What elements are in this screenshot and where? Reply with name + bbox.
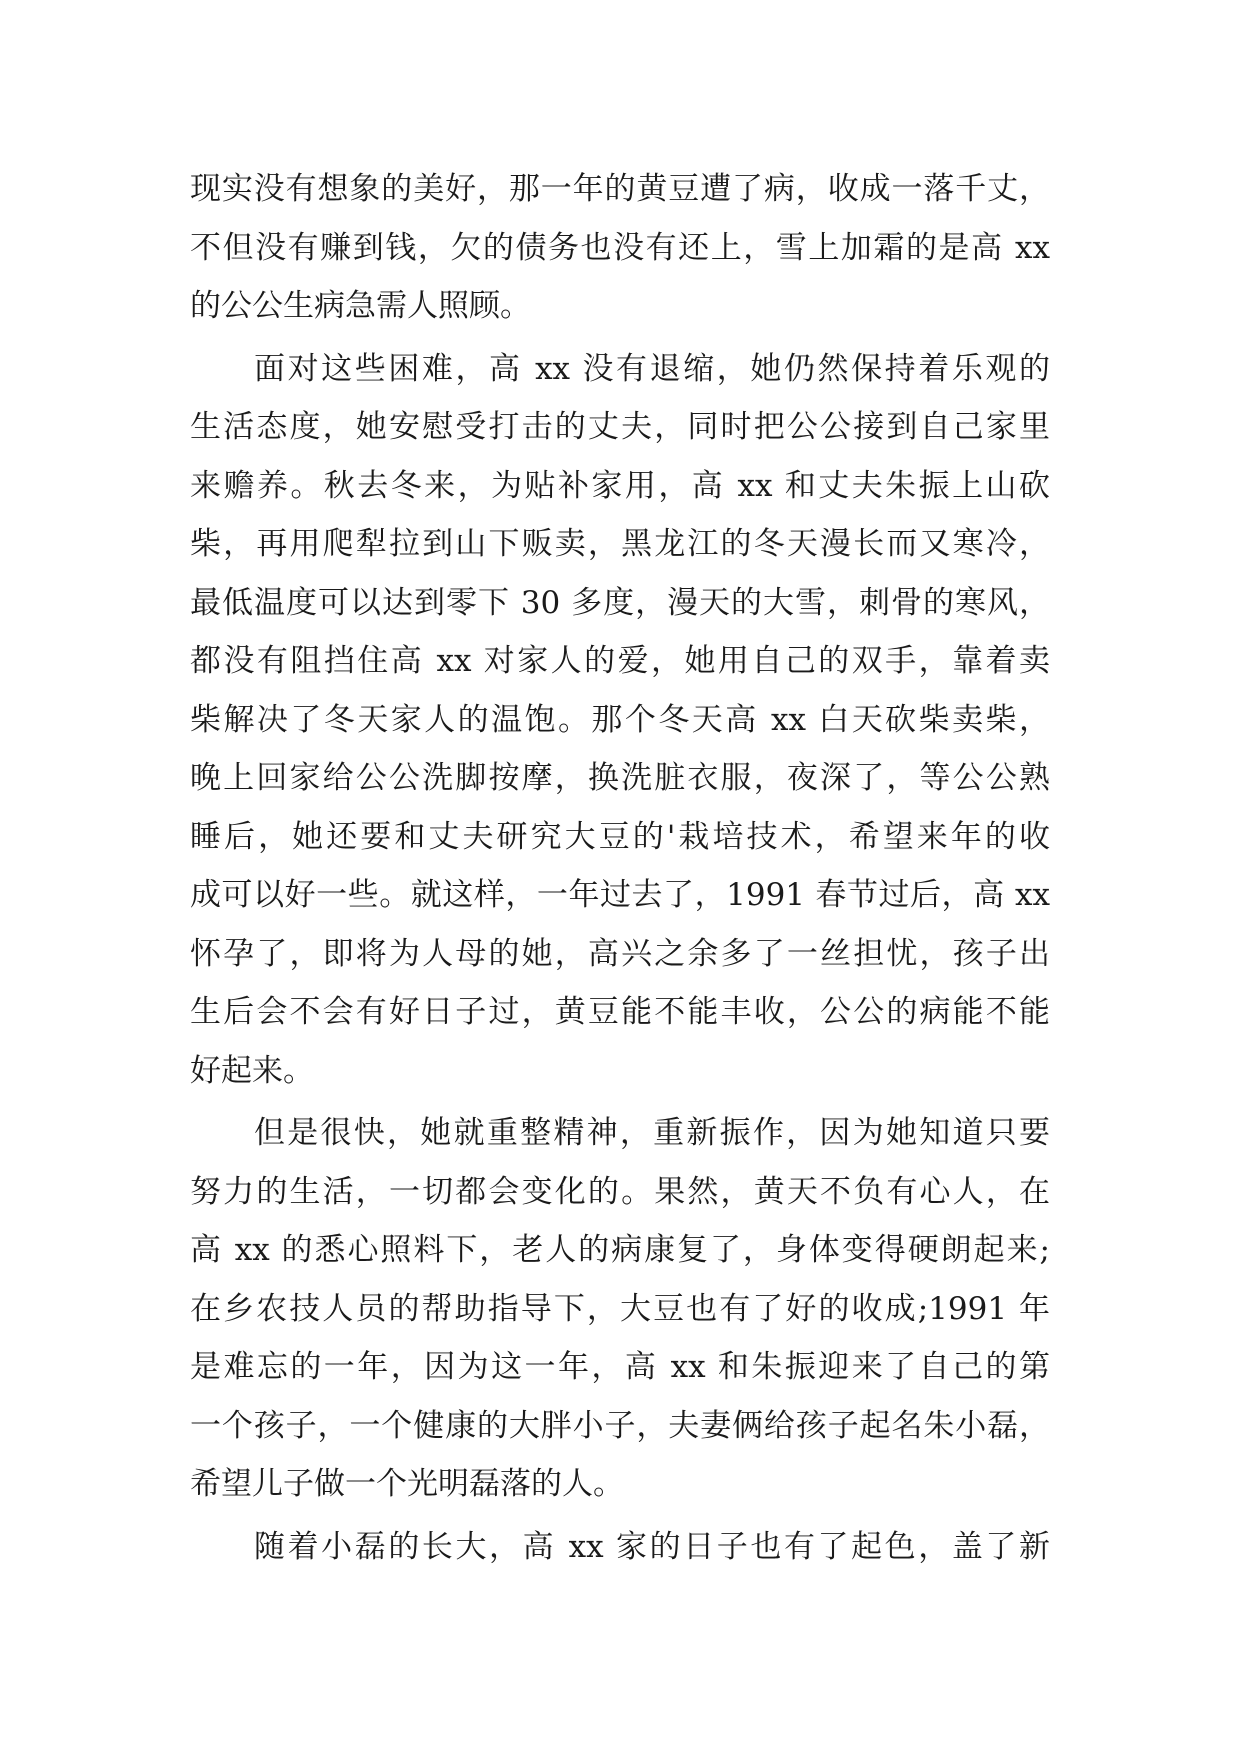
text-line: 随着小磊的长大，高 xx 家的日子也有了起色，盖了新 [254,1528,1050,1565]
text-line: 睡后，她还要和丈夫研究大豆的'栽培技术，希望来年的收 [190,818,1050,855]
text-line: 努力的生活，一切都会变化的。果然，黄天不负有心人，在 [190,1173,1050,1210]
text-line: 的公公生病急需人照顾。 [190,288,531,324]
text-line: 来赡养。秋去冬来，为贴补家用，高 xx 和丈夫朱振上山砍 [190,467,1050,504]
text-line: 柴解决了冬天家人的温饱。那个冬天高 xx 白天砍柴卖柴， [190,701,1050,738]
text-line: 面对这些困难，高 xx 没有退缩，她仍然保持着乐观的 [254,350,1050,387]
paragraph [190,1104,1050,1514]
text-line: 都没有阻挡住高 xx 对家人的爱，她用自己的双手，靠着卖 [190,643,1050,679]
text-line: 但是很快，她就重整精神，重新振作，因为她知道只要 [254,1115,1050,1151]
text-line: 高 xx 的悉心照料下，老人的病康复了，身体变得硬朗起来; [190,1232,1050,1268]
paragraph [190,1518,1050,1577]
text-line: 柴，再用爬犁拉到山下贩卖，黑龙江的冬天漫长而又寒冷， [190,526,1050,562]
text-line: 生活态度，她安慰受打击的丈夫，同时把公公接到自己家里 [190,409,1050,445]
text-line: 生后会不会有好日子过，黄豆能不能丰收，公公的病能不能 [190,994,1050,1030]
text-line: 希望儿子做一个光明磊落的人。 [190,1466,624,1502]
text-line: 不但没有赚到钱，欠的债务也没有还上，雪上加霜的是高 xx [190,229,1050,266]
text-line: 怀孕了，即将为人母的她，高兴之余多了一丝担忧，孩子出 [190,935,1050,972]
text-line: 晚上回家给公公洗脚按摩，换洗脏衣服，夜深了，等公公熟 [190,760,1050,796]
text-line: 最低温度可以达到零下 30 多度，漫天的大雪，刺骨的寒风， [190,584,1050,621]
text-line: 好起来。 [190,1052,314,1089]
text-line: 是难忘的一年，因为这一年，高 xx 和朱振迎来了自己的第 [190,1349,1050,1385]
text-line: 一个孩子，一个健康的大胖小子，夫妻俩给孩子起名朱小磊， [190,1407,1050,1444]
text-line: 现实没有想象的美好，那一年的黄豆遭了病，收成一落千丈， [190,171,1050,207]
paragraph [190,340,1050,1101]
document-body [190,160,1050,1576]
text-line: 成可以好一些。就这样，一年过去了，1991 春节过后，高 xx [190,877,1050,913]
paragraph [190,160,1050,336]
text-line: 在乡农技人员的帮助指导下，大豆也有了好的收成;1991 年 [190,1290,1050,1327]
